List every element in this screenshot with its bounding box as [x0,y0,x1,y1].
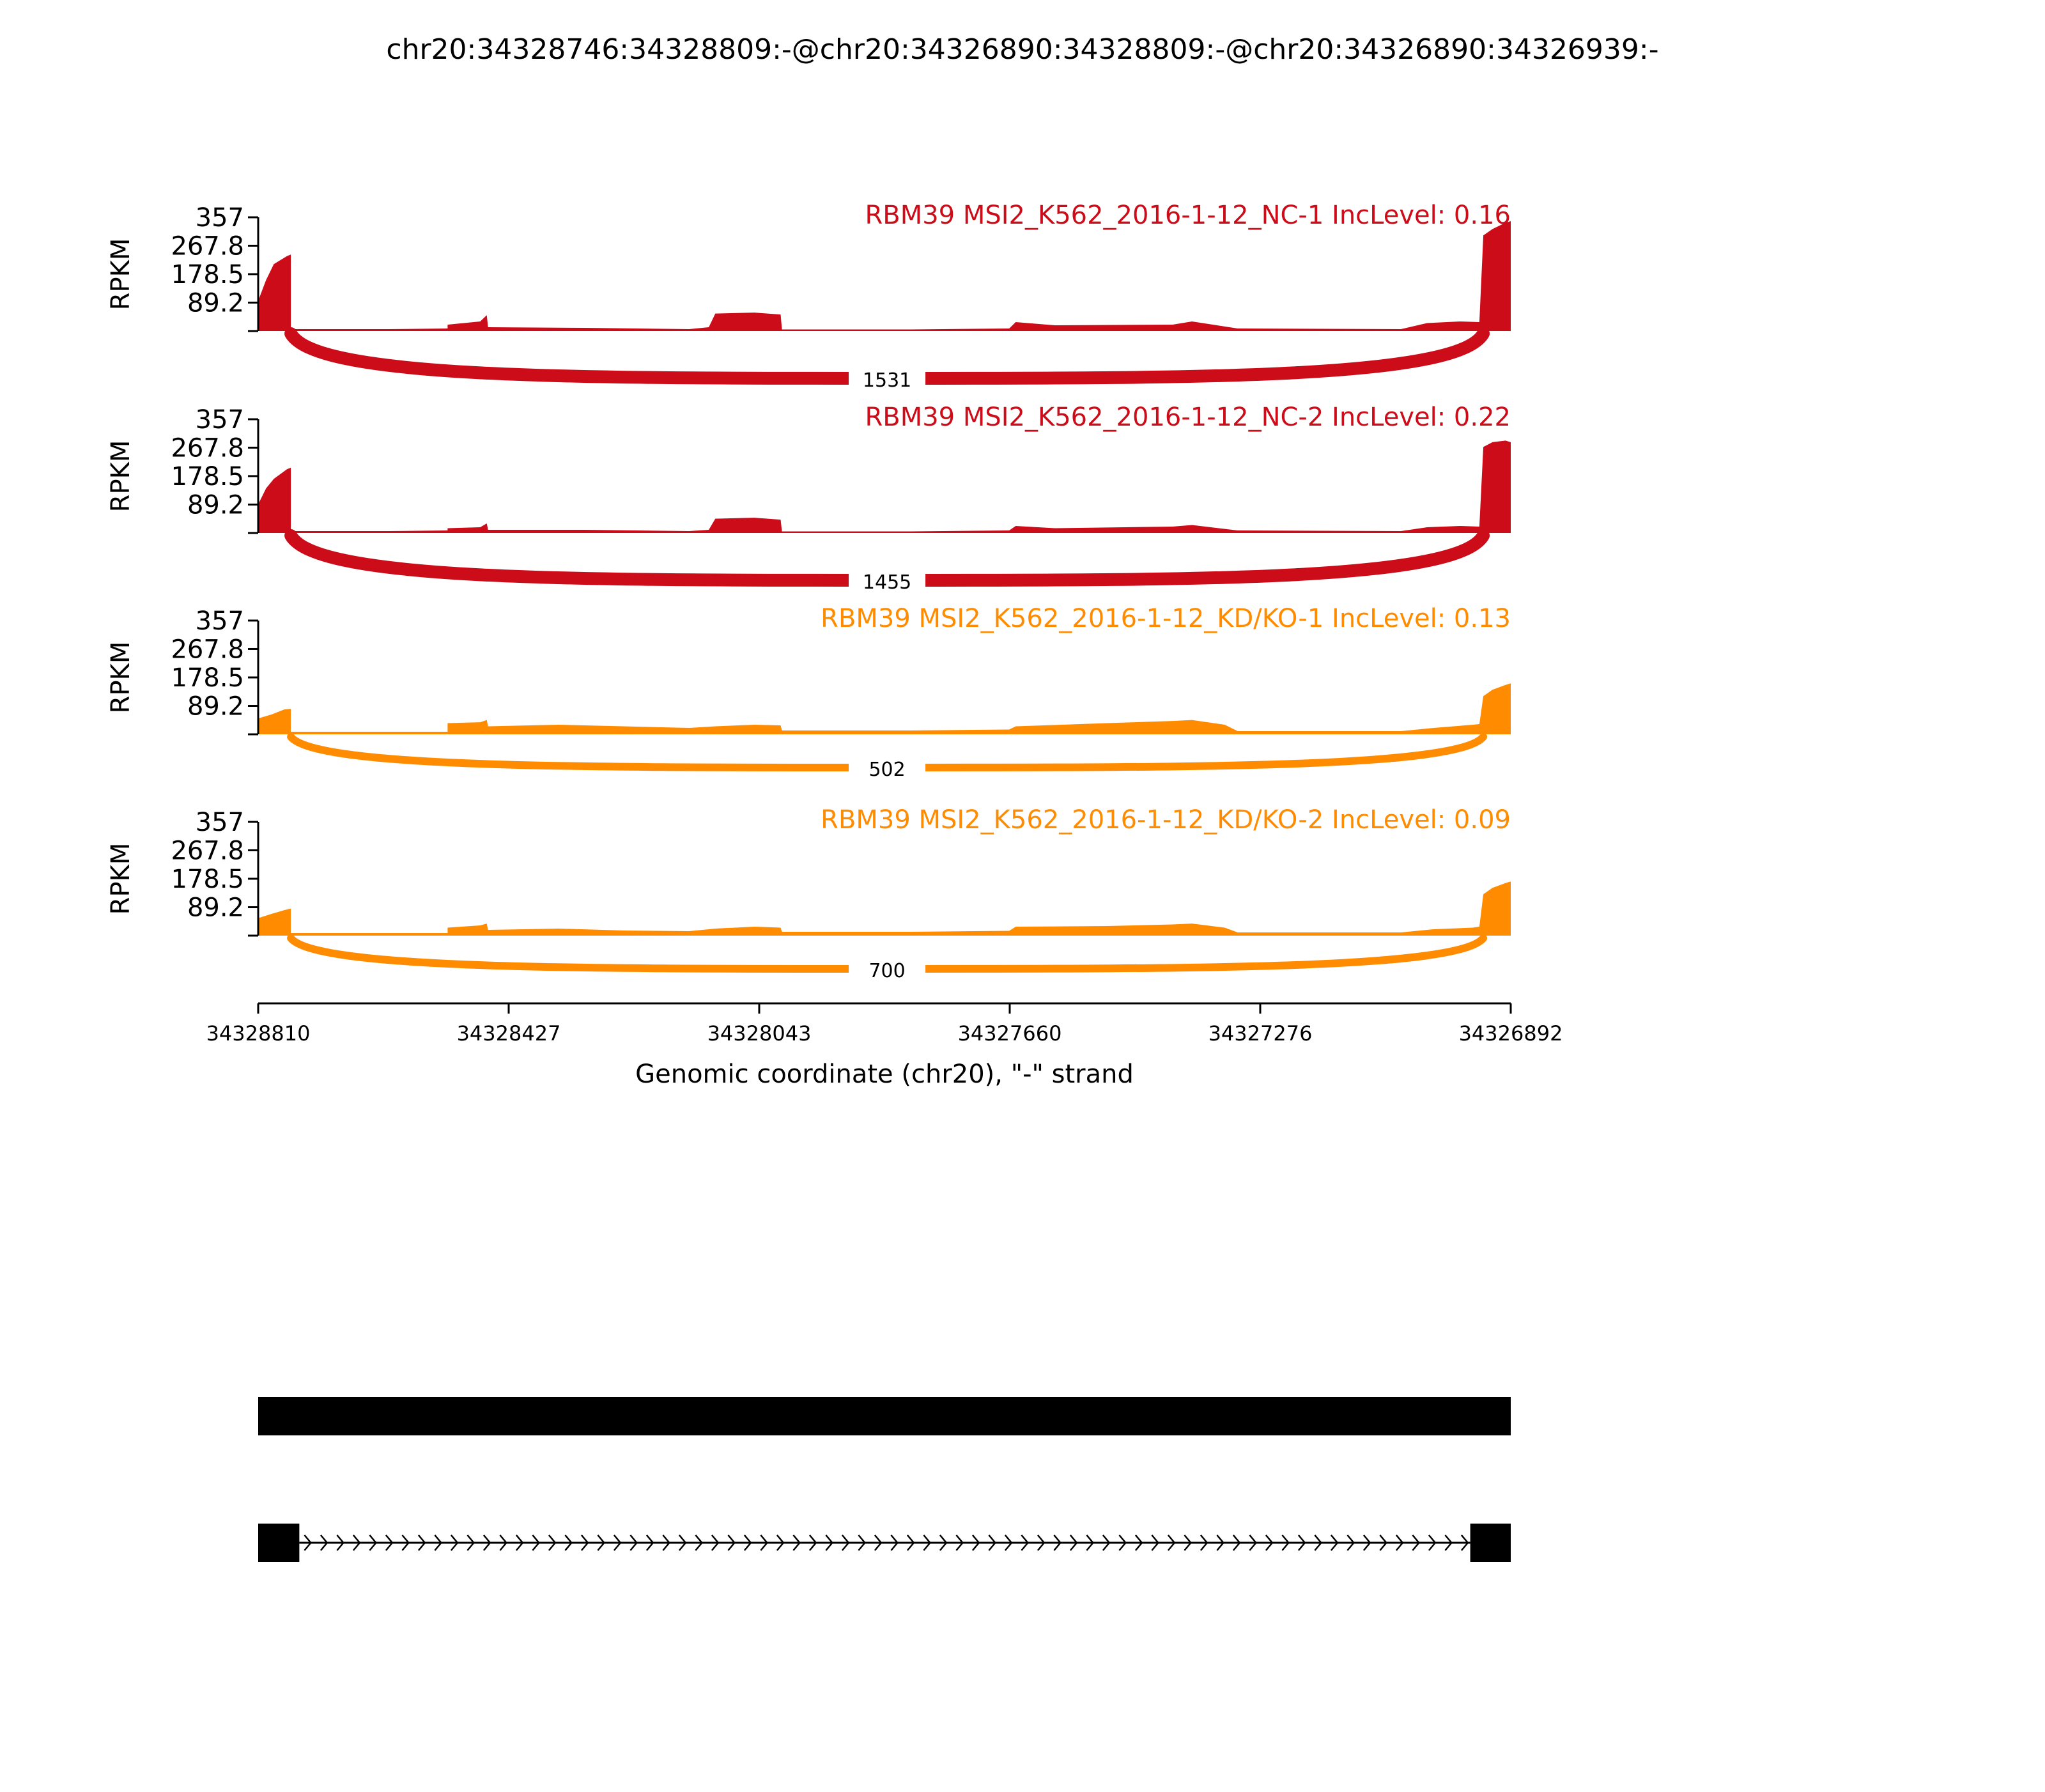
exon-block-short [258,1524,299,1562]
sample-label: RBM39 MSI2_K562_2016-1-12_KD/KO-1 IncLevel: 0.13 [821,604,1511,633]
track-4 [106,805,1511,984]
y-tick-label: 357 [195,808,244,837]
coverage-area [258,221,1511,331]
coverage-tracks [106,201,1511,984]
x-tick-label: 34327276 [1208,1021,1313,1046]
y-tick-label: 178.5 [171,260,244,290]
y-axis-label: RPKM [106,641,135,714]
sample-label: RBM39 MSI2_K562_2016-1-12_KD/KO-2 IncLevel: 0.09 [821,805,1511,835]
coverage-area [258,881,1511,936]
track-2 [106,403,1511,596]
exon-block-short [1470,1524,1511,1562]
x-tick-label: 34328427 [456,1021,561,1046]
x-axis [206,1003,1563,1046]
y-tick-label: 89.2 [187,490,244,520]
y-tick-label: 357 [195,606,244,636]
x-tick-label: 34326892 [1458,1021,1563,1046]
x-tick-label: 34327660 [957,1021,1062,1046]
y-tick-label: 267.8 [171,635,244,665]
plot-title: chr20:34328746:34328809:-@chr20:34326890:34328809:-@chr20:34326890:34326939:- [386,33,1659,66]
track-1 [106,201,1511,394]
y-tick-label: 89.2 [187,691,244,722]
sample-label: RBM39 MSI2_K562_2016-1-12_NC-1 IncLevel: 0.16 [865,201,1511,230]
y-tick-label: 267.8 [171,231,244,261]
y-tick-label: 178.5 [171,865,244,894]
gene-model [258,1397,1511,1562]
y-axis-label: RPKM [106,440,135,513]
y-tick-label: 357 [195,405,244,435]
sample-label: RBM39 MSI2_K562_2016-1-12_NC-2 IncLevel: 0.22 [865,403,1511,432]
y-tick-label: 178.5 [171,462,244,491]
y-tick-label: 357 [195,203,244,233]
junction-count: 1531 [862,369,912,392]
junction-count: 700 [868,960,906,982]
x-tick-label: 34328810 [206,1021,311,1046]
x-axis-label: Genomic coordinate (chr20), "-" strand [635,1060,1134,1089]
y-axis-label: RPKM [106,842,135,915]
coverage-area [258,683,1511,734]
coverage-area [258,440,1511,533]
junction-count: 502 [868,759,906,781]
y-tick-label: 89.2 [187,288,244,318]
junction-count: 1455 [862,571,912,594]
y-tick-label: 267.8 [171,433,244,463]
y-axis-label: RPKM [106,238,135,311]
y-tick-label: 267.8 [171,836,244,866]
y-tick-label: 178.5 [171,663,244,693]
track-3 [106,604,1511,783]
y-tick-label: 89.2 [187,893,244,923]
exon-block-long [258,1397,1511,1435]
x-tick-label: 34328043 [707,1021,812,1046]
